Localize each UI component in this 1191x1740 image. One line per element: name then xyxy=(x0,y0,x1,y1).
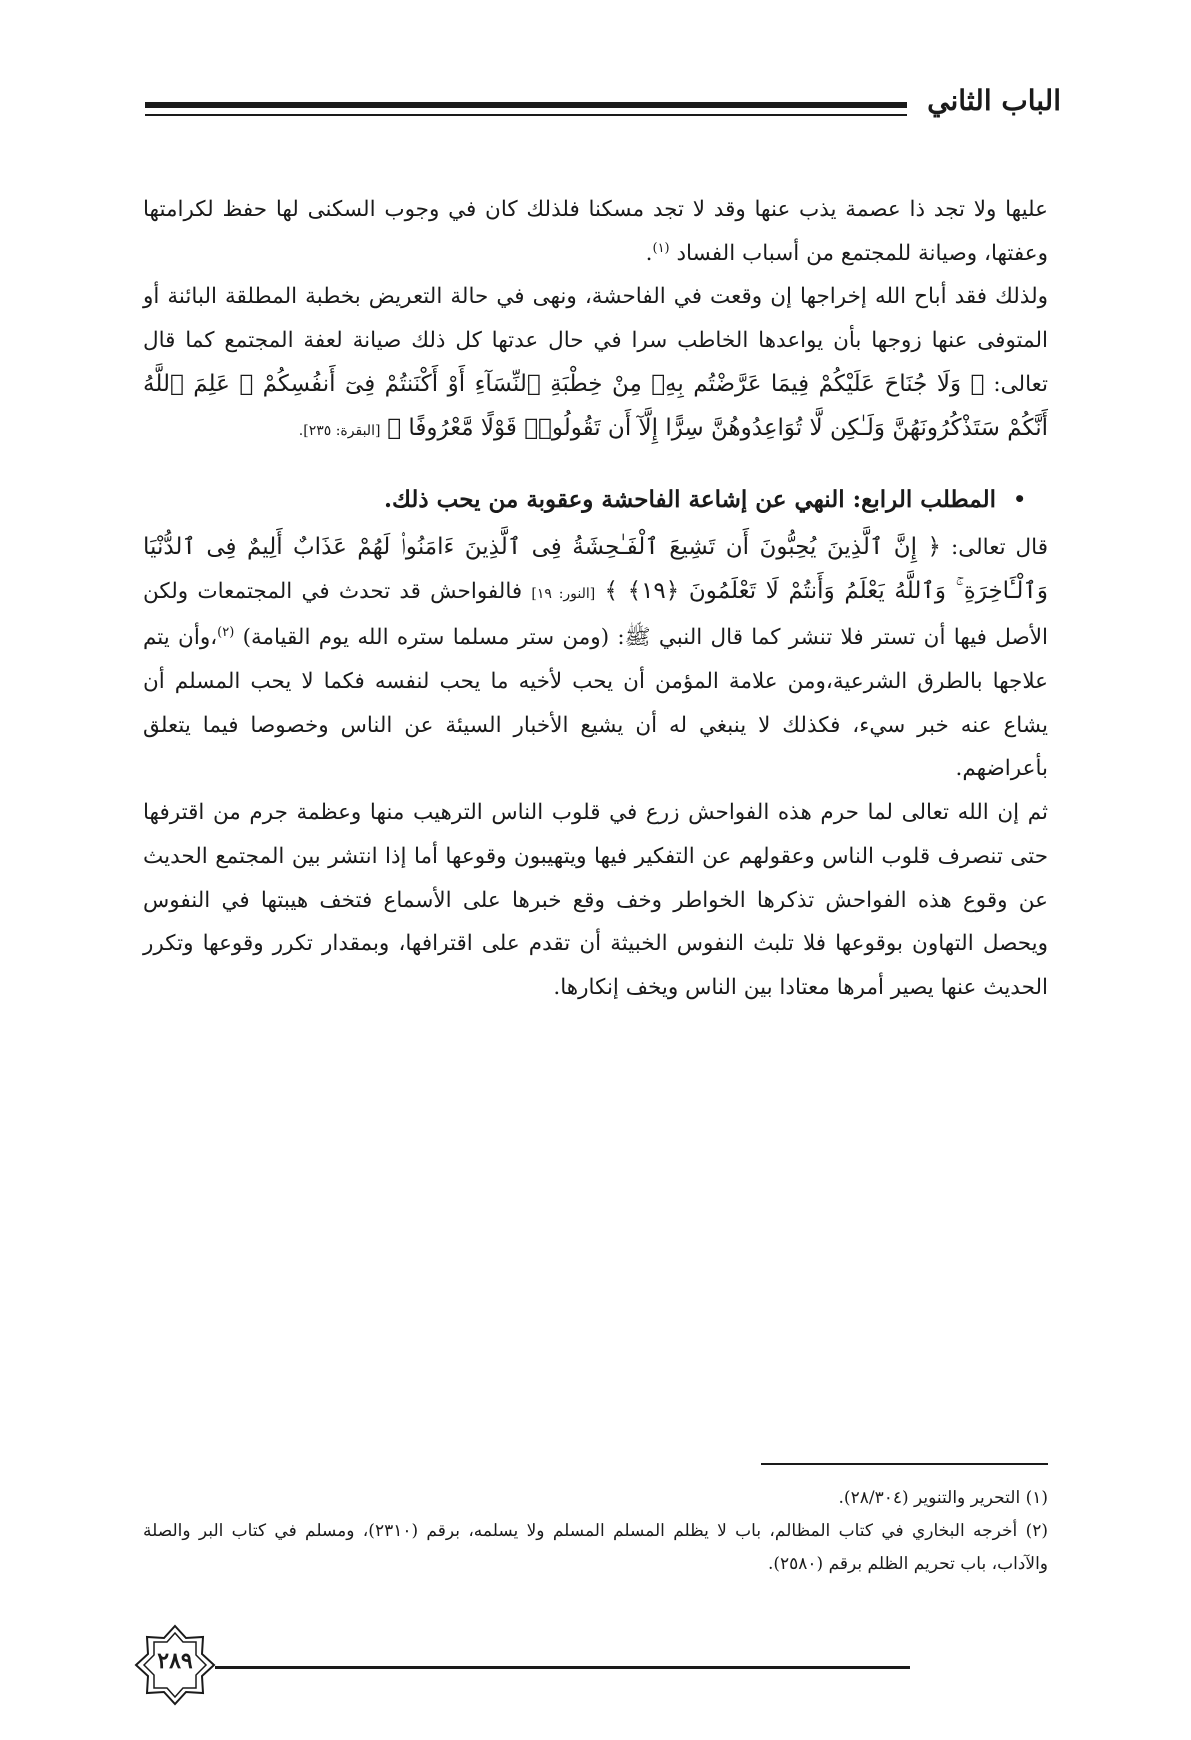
paragraph-4-text: ثم إن الله تعالى لما حرم هذه الفواحش زرع في قلوب الناس الترهيب منها وعظمة جرم من اقترفها حتى تنصرف قلوب الناس وعقولهم عن التفكير فيها ويتهيبون وقوعها أما إذا انتشر بين المجتمع الحديث عن وقوع هذه الفواحش تذكرها الخواطر وخف وقع خبرها على الأسماع فتخف هيبتها في النفوس ويحصل التهاون بوقوعها فلا تلبث النفوس الخبيثة أن تقدم على اقترافها، وبمقدار تكرر وقوعها وتكرر الحديث عنها يصير أمرها معتادا بين الناس ويخف إنكارها. xyxy=(143,800,1048,1000)
page-number-badge xyxy=(130,1620,220,1710)
page-body xyxy=(143,188,1048,1010)
paragraph-4 xyxy=(143,791,1048,1010)
footnote-separator xyxy=(761,1463,1048,1465)
paragraph-1 xyxy=(143,188,1048,275)
page-number: ٢٨٩ xyxy=(157,1648,193,1674)
header-rule-thick xyxy=(145,102,907,108)
paragraph-2-text: ولذلك فقد أباح الله إخراجها إن وقعت في الفاحشة، ونهى في حالة التعريض بخطبة المطلقة البائنة أو المتوفى عنها زوجها بأن يواعدها الخاطب سرا في حال عدتها كل ذلك صيانة لعفة المجتمع كما قال تعالى: xyxy=(143,284,1048,397)
paragraph-3-text-b: ،وأن يتم علاجها بالطرق الشرعية،ومن علامة المؤمن أن يحب لأخيه ما يحب لنفسه فكما لا يحب المسلم أن يشاع عنه خبر سيء، فكذلك لا ينبغي له أن يشيع الأخبار السيئة عن الناس وخصوصا فيما يتعلق بأعراضهم. xyxy=(143,625,1048,782)
paragraph-1-text: عليها ولا تجد ذا عصمة يذب عنها وقد لا تجد مسكنا فلذلك كان في وجوب السكنى لها حفظ لكرامتها وعفتها، وصيانة للمجتمع من أسباب الفساد xyxy=(143,197,1048,266)
chapter-title: الباب الثاني xyxy=(927,84,1061,117)
bullet-icon: • xyxy=(1013,487,1026,512)
paragraph-3-text-a: فالفواحش قد تحدث في المجتمعات ولكن الأصل فيها أن تستر فلا تنشر كما قال النبي ﷺ: (ومن ستر مسلما ستره الله يوم القيامة) xyxy=(143,578,1048,651)
paragraph-3 xyxy=(143,526,1048,791)
footnotes xyxy=(143,1482,1048,1581)
section-heading xyxy=(143,478,1048,522)
verse-reference-nur: [النور: ١٩] xyxy=(531,585,596,602)
footnote-2: (٢) أخرجه البخاري في كتاب المظالم، باب لا يظلم المسلم المسلم ولا يسلمه، برقم (٢٣١٠)، ومسلم في كتاب البر والصلة والآداب، باب تحريم الظلم برقم (٢٥٨٠). xyxy=(143,1521,1048,1574)
section-heading-text: المطلب الرابع: النهي عن إشاعة الفاحشة وعقوبة من يحب ذلك. xyxy=(384,486,996,514)
header-rule-thin xyxy=(145,114,907,116)
footnote-marker-2: (٢) xyxy=(217,625,235,641)
footnote-1: (١) التحرير والتنوير (٢٨/٣٠٤). xyxy=(838,1488,1048,1508)
footnote-marker-1: (١) xyxy=(652,240,670,256)
verse-reference-baqarah: [البقرة: ٢٣٥]. xyxy=(298,422,381,439)
paragraph-2 xyxy=(143,275,1048,453)
paragraph-1-end: . xyxy=(645,240,653,266)
footer-rule xyxy=(215,1666,910,1669)
paragraph-3-lead: قال تعالى: xyxy=(950,534,1048,560)
quran-verse-baqarah: ﴿ وَلَا جُنَاحَ عَلَيْكُمْ فِيمَا عَرَّضْتُم بِهِۦ مِنْ خِطْبَةِ ٱلنِّسَآءِ أَوْ أَكْنَنتُمْ فِىٓ أَنفُسِكُمْ ۚ عَلِمَ ٱللَّهُ أَنَّكُمْ سَتَذْكُرُونَهُنَّ وَلَـٰكِن لَّا تُوَاعِدُوهُنَّ سِرًّا إِلَّآ أَن تَقُولُوا۟ قَوْلًا مَّعْرُوفًا ﴾ xyxy=(143,370,1048,441)
quran-verse-nur: ﴿ إِنَّ ٱلَّذِينَ يُحِبُّونَ أَن تَشِيعَ ٱلْفَـٰحِشَةُ فِى ٱلَّذِينَ ءَامَنُوا۟ لَهُمْ عَذَابٌ أَلِيمٌ فِى ٱلدُّنْيَا وَٱلْـَٔاخِرَةِ ۚ وَٱللَّهُ يَعْلَمُ وَأَنتُمْ لَا تَعْلَمُونَ ﴿١٩﴾ ﴾ xyxy=(143,533,1048,604)
